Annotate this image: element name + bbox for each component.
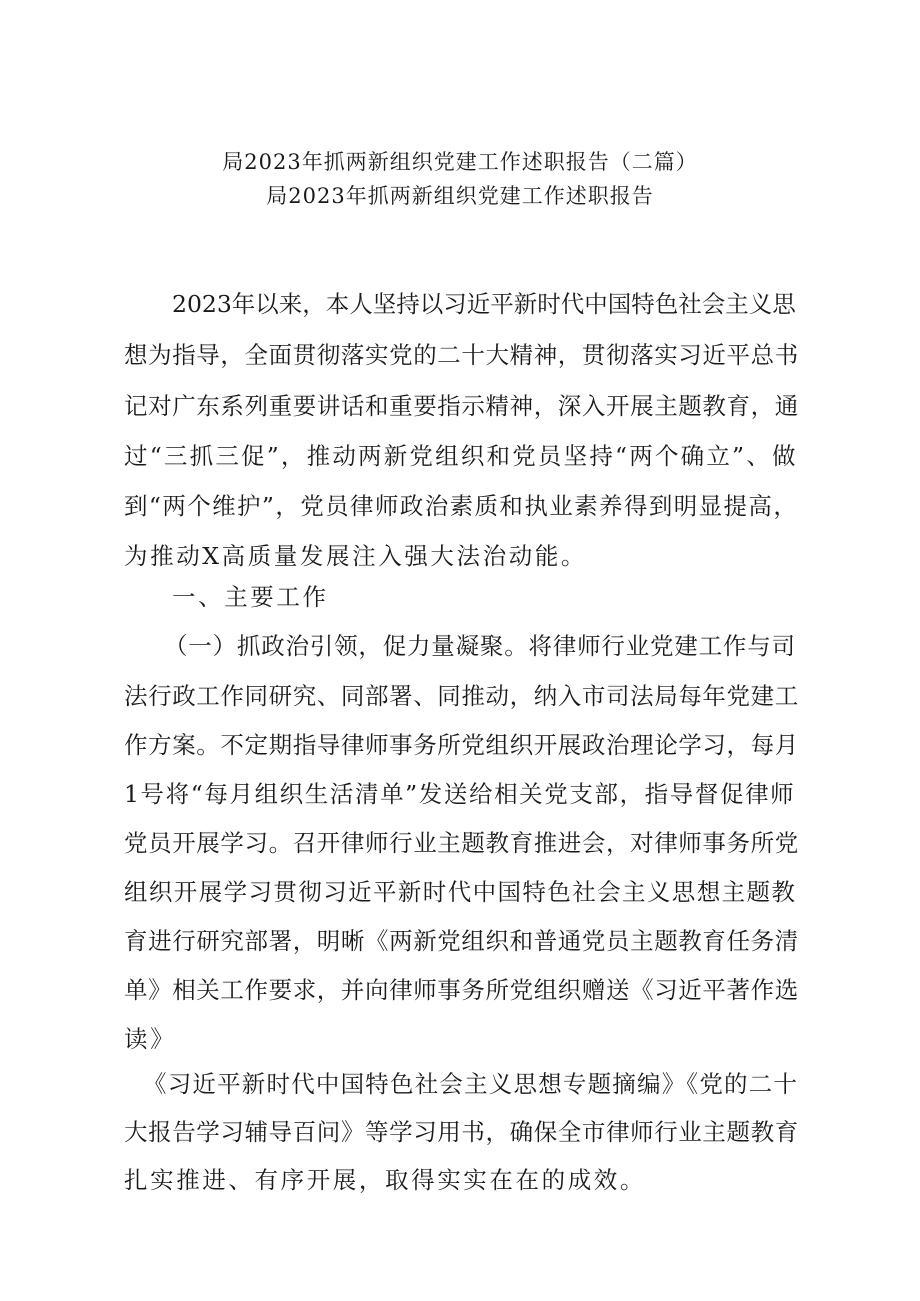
- document-title-line-2: 局2023年抓两新组织党建工作述职报告: [266, 184, 654, 208]
- paragraph-2-line-4: 1号将“每月组织生活清单”发送给相关党支部，指导督促律师: [124, 780, 796, 808]
- paragraph-2-line-5: 党员开展学习。召开律师行业主题教育推进会，对律师事务所党: [124, 829, 799, 857]
- paragraph-2-line-7: 育进行研究部署，明晰《两新党组织和普通党员主题教育任务清: [124, 927, 799, 955]
- paragraph-3-line-3: 扎实推进、有序开展，取得实实在在的成效。: [124, 1166, 646, 1194]
- paragraph-2-line-1: （一）抓政治引领，促力量凝聚。将律师行业党建工作与司: [164, 632, 796, 660]
- document-title-line-1: 局2023年抓两新组织党建工作述职报告（二篇）: [222, 150, 698, 174]
- paragraph-1-line-4: 过“三抓三促”，推动两新党组织和党员坚持“两个确立”、做: [124, 442, 798, 470]
- paragraph-1-line-3: 记对广东系列重要讲话和重要指示精神，深入开展主题教育，通: [124, 392, 799, 420]
- section-heading: 一、主要工作: [172, 583, 329, 611]
- paragraph-3-line-2: 大报告学习辅导百问》等学习用书，确保全市律师行业主题教育: [124, 1118, 799, 1146]
- paragraph-2-line-3: 作方案。不定期指导律师事务所党组织开展政治理论学习，每月: [124, 731, 799, 759]
- paragraph-1-line-1: 2023年以来，本人坚持以习近平新时代中国特色社会主义思: [172, 290, 796, 318]
- paragraph-2-line-6: 组织开展学习贯彻习近平新时代中国特色社会主义思想主题教: [124, 878, 797, 906]
- paragraph-1-line-2: 想为指导，全面贯彻落实党的二十大精神，贯彻落实习近平总书: [124, 341, 799, 369]
- paragraph-2-line-8: 单》相关工作要求，并向律师事务所党组织赠送《习近平著作选: [124, 976, 799, 1004]
- paragraph-2-line-2: 法行政工作同研究、同部署、同推动，纳入市司法局每年党建工: [124, 682, 799, 710]
- paragraph-1-line-5: 到“两个维护”，党员律师政治素质和执业素养得到明显提高，: [124, 492, 799, 520]
- paragraph-1-line-6: 为推动X高质量发展注入强大法治动能。: [124, 542, 588, 570]
- paragraph-3-line-1: 《习近平新时代中国特色社会主义思想专题摘编》《党的二十: [143, 1070, 799, 1098]
- paragraph-2-line-9: 读》: [124, 1025, 177, 1053]
